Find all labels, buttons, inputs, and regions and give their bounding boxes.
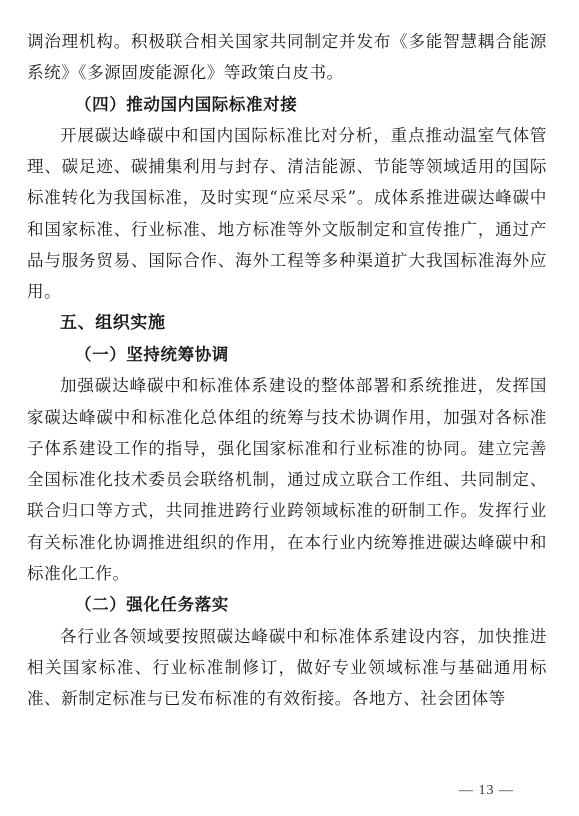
section-heading-4: （四）推动国内国际标准对接 (75, 94, 298, 114)
paragraph-continuation: 调治理机构。积极联合相关国家共同制定并发布《多能智慧耦合能源系统》《多源固废能源化》等政策白皮书。 (27, 32, 547, 83)
section-heading-1: （一）坚持统筹协调 (75, 344, 229, 364)
section-heading-2: （二）强化任务落实 (75, 595, 229, 615)
paragraph-standards-alignment: 开展碳达峰碳中和国内国际标准比对分析，重点推动温室气体管理、碳足迹、碳捕集利用与封存、清洁能源、节能等领域适用的国际标准转化为我国标准，及时实现“应采尽采”。成体系推进碳达峰碳中和国家标准、行业标准、地方标准等外文版制定和宣传推广，通过产品与服务贸易、国际合作、海外工程等多种渠道扩大我国标准海外应用。 (27, 125, 547, 302)
chapter-heading-5: 五、组织实施 (60, 312, 166, 333)
paragraph-coordination: 加强碳达峰碳中和标准体系建设的整体部署和系统推进，发挥国家碳达峰碳中和标准化总体组的统筹与技术协调作用，加强对各标准子体系建设工作的指导，强化国家标准和行业标准的协同。建立完善全国标准化技术委员会联络机制，通过成立联合工作组、共同制定、联合归口等方式，共同推进跨行业跨领域标准的研制工作。发挥行业有关标准化协调推进组织的作用，在本行业内统筹推进碳达峰碳中和标准化工作。 (27, 376, 547, 584)
page-number: — 13 — (459, 783, 514, 798)
paragraph-implementation: 各行业各领域要按照碳达峰碳中和标准体系建设内容，加快推进相关国家标准、行业标准制修订，做好专业领域标准与基础通用标准、新制定标准与已发布标准的有效衔接。各地方、社会团体等 (27, 626, 547, 709)
document-body (27, 26, 547, 715)
